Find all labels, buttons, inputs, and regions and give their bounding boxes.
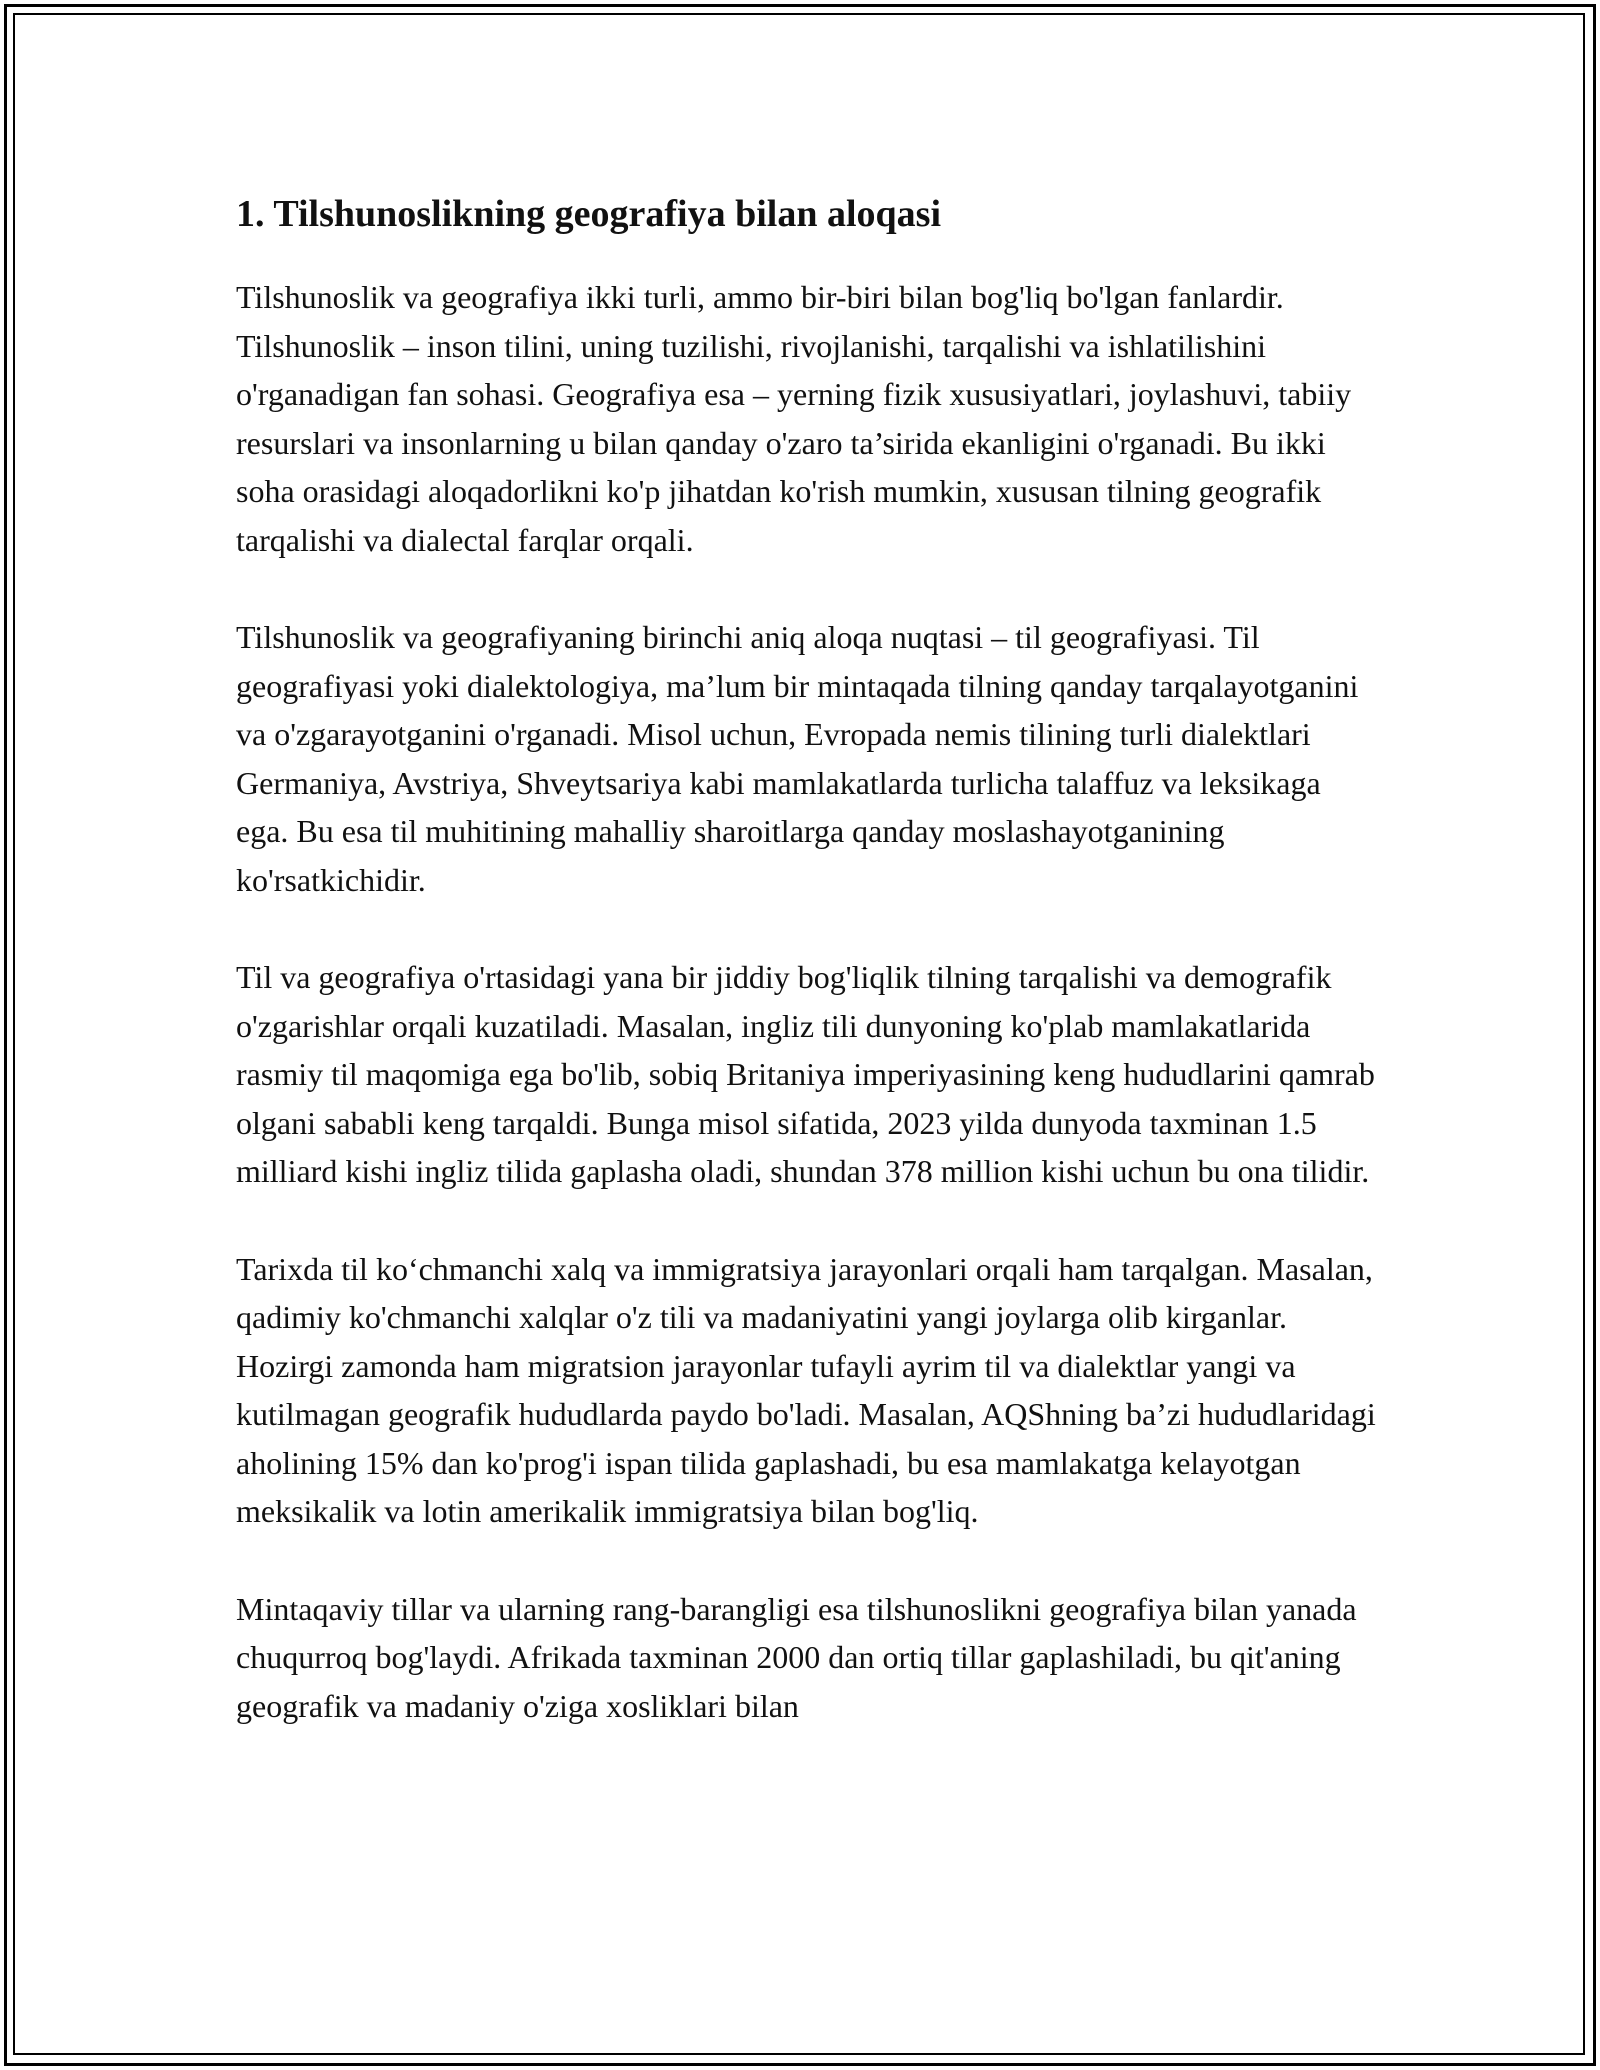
paragraph-2: Tilshunoslik va geografiyaning birinchi aniq aloqa nuqtasi – til geografiyasi. Til geografiyasi yoki dialektologiya, ma’lum bir mintaqada tilning qanday tarqalayotganini va o'zgarayotganini o'rganadi. Misol uchun, Evropada nemis tilining turli dialektlari Germaniya, Avstriya, Shveytsariya kabi mamlakatlarda turlicha talaffuz va leksikaga ega. Bu esa til muhitining mahalliy sharoitlarga qanday moslashayotganining ko'rsatkichidir. (236, 619, 1359, 898)
document-body (236, 185, 1376, 1779)
paragraph-3: Til va geografiya o'rtasidagi yana bir jiddiy bog'liqlik tilning tarqalishi va demografik o'zgarishlar orqali kuzatiladi. Masalan, ingliz tili dunyoning ko'plab mamlakatlarida rasmiy til maqomiga ega bo'lib, sobiq Britaniya imperiyasining keng hududlarini qamrab olgani sababli keng tarqaldi. Bunga misol sifatida, 2023 yilda dunyoda taxminan 1.5 milliard kishi ingliz tilida gaplasha oladi, shundan 378 million kishi uchun bu ona tilidir. (236, 959, 1375, 1189)
paragraph-1: Tilshunoslik va geografiya ikki turli, ammo bir-biri bilan bog'liq bo'lgan fanlardir. Tilshunoslik – inson tilini, uning tuzilishi, rivojlanishi, tarqalishi va ishlatilishini o'rganadigan fan sohasi. Geografiya esa – yerning fizik xususiyatlari, joylashuvi, tabiiy resurslari va insonlarning u bilan qanday o'zaro ta’sirida ekanligini o'rganadi. Bu ikki soha orasidagi aloqadorlikni ko'p jihatdan ko'rish mumkin, xususan tilning geografik tarqalishi va dialectal farqlar orqali. (236, 279, 1352, 558)
section-heading: 1. Tilshunoslikning geografiya bilan aloqasi (236, 193, 942, 235)
paragraph-5: Mintaqaviy tillar va ularning rang-barangligi esa tilshunoslikni geografiya bilan yanada chuqurroq bog'laydi. Afrikada taxminan 2000 dan ortiq tillar gaplashiladi, bu qit'aning geografik va madaniy o'ziga xosliklari bilan (236, 1590, 1357, 1724)
paragraph-4: Tarixda til ko‘chmanchi xalq va immigratsiya jarayonlari orqali ham tarqalgan. Masalan, qadimiy ko'chmanchi xalqlar o'z tili va madaniyatini yangi joylarga olib kirganlar. Hozirgi zamonda ham migratsion jarayonlar tufayli ayrim til va dialektlar yangi va kutilmagan geografik hududlarda paydo bo'ladi. Masalan, AQShning ba’zi hududlaridagi aholining 15% dan ko'prog'i ispan tilida gaplashadi, bu esa mamlakatga kelayotgan meksikalik va lotin amerikalik immigratsiya bilan bog'liq. (236, 1250, 1376, 1529)
